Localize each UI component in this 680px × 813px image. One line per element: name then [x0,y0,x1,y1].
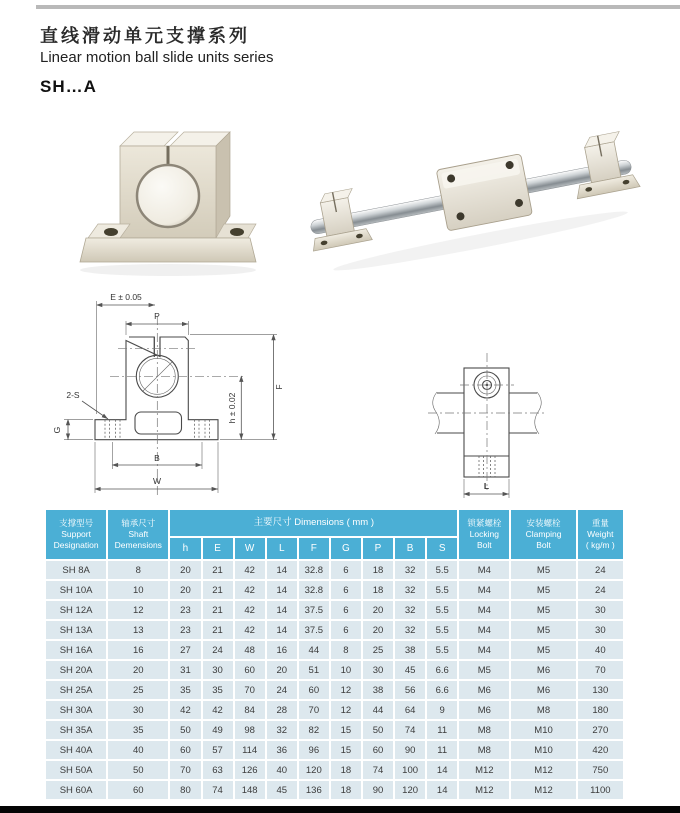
col-head-B: B [395,538,425,559]
value-cell: 14 [267,601,297,619]
value-cell: 31 [170,661,200,679]
value-cell: 6 [331,561,361,579]
value-cell: 20 [170,561,200,579]
value-cell: M4 [459,601,509,619]
shaft-en1: Shaft [128,528,149,539]
value-cell: 28 [267,701,297,719]
col-head-L: L [267,538,297,559]
value-cell: 12 [331,701,361,719]
value-cell: 44 [299,641,329,659]
rail-assembly-illustration [302,130,646,280]
value-cell: 20 [108,661,168,679]
value-cell: M5 [511,601,575,619]
value-cell: 14 [427,761,457,779]
value-cell: 50 [363,721,393,739]
col-head-S: S [427,538,457,559]
col-head-weight [578,510,623,559]
support-en2: Designation [53,540,99,551]
drawing-side-view [420,328,605,513]
value-cell: 74 [363,761,393,779]
value-cell: 10 [331,661,361,679]
col-head-h: h [170,538,200,559]
value-cell: 37.5 [299,621,329,639]
value-cell: 14 [267,561,297,579]
value-cell: 148 [235,781,265,799]
support-en1: Support [61,528,91,539]
table-row [46,721,623,739]
value-cell: 21 [203,561,233,579]
value-cell: M5 [511,621,575,639]
value-cell: 5.5 [427,561,457,579]
value-cell: 136 [299,781,329,799]
spec-table-body [46,561,623,799]
value-cell: 60 [108,781,168,799]
model-cell: SH 10A [46,581,106,599]
value-cell: 36 [267,741,297,759]
side-view-geometry [428,353,546,490]
model-cell: SH 30A [46,701,106,719]
table-row [46,581,623,599]
value-cell: 130 [578,681,623,699]
value-cell: 45 [267,781,297,799]
value-cell: 11 [427,741,457,759]
value-cell: 5.5 [427,621,457,639]
value-cell: 30 [578,621,623,639]
drawing-front-view [38,288,308,503]
value-cell: 9 [427,701,457,719]
value-cell: 32 [395,621,425,639]
value-cell: 11 [427,721,457,739]
value-cell: 100 [395,761,425,779]
value-cell: M6 [459,681,509,699]
value-cell: 98 [235,721,265,739]
value-cell: 70 [235,681,265,699]
model-cell: SH 8A [46,561,106,579]
value-cell: 60 [235,661,265,679]
value-cell: 82 [299,721,329,739]
dim-label-p: P [154,311,160,321]
value-cell: 74 [203,781,233,799]
weight-cn: 重量 [591,517,609,528]
value-cell: M5 [511,641,575,659]
value-cell: 64 [395,701,425,719]
shaft-cn: 轴承尺寸 [121,517,156,528]
value-cell: 32.8 [299,561,329,579]
value-cell: 56 [395,681,425,699]
value-cell: 21 [203,621,233,639]
value-cell: 12 [108,601,168,619]
value-cell: 23 [170,601,200,619]
value-cell: 96 [299,741,329,759]
clamping-en2: Bolt [536,540,551,551]
value-cell: M6 [511,681,575,699]
value-cell: 5.5 [427,581,457,599]
value-cell: M10 [511,741,575,759]
dim-label-f: F [274,384,284,390]
value-cell: 8 [108,561,168,579]
value-cell: 70 [170,761,200,779]
value-cell: 120 [395,781,425,799]
value-cell: M8 [459,741,509,759]
value-cell: 18 [363,561,393,579]
value-cell: M12 [459,761,509,779]
table-row [46,681,623,699]
value-cell: M5 [459,661,509,679]
value-cell: 30 [363,661,393,679]
value-cell: 18 [331,761,361,779]
value-cell: 126 [235,761,265,779]
shaft-en2: Demensions [114,540,162,551]
value-cell: 74 [395,721,425,739]
value-cell: M8 [511,701,575,719]
value-cell: 35 [108,721,168,739]
clamping-cn: 安装螺栓 [526,517,561,528]
col-head-support [46,510,106,559]
value-cell: 24 [203,641,233,659]
value-cell: 30 [578,601,623,619]
dim-label-w: W [152,476,162,486]
table-row [46,661,623,679]
weight-en1: Weight [587,528,614,539]
value-cell: 23 [170,621,200,639]
support-block-illustration [80,132,256,276]
value-cell: 6 [331,621,361,639]
value-cell: M8 [459,721,509,739]
col-head-shaft [108,510,168,559]
value-cell: 12 [331,681,361,699]
value-cell: 38 [395,641,425,659]
value-cell: M6 [459,701,509,719]
weight-en2: ( kg/m ) [585,540,615,551]
support-cn: 支撑型号 [59,517,94,528]
value-cell: M4 [459,561,509,579]
value-cell: 25 [363,641,393,659]
value-cell: 14 [427,781,457,799]
value-cell: 32 [395,601,425,619]
model-cell: SH 12A [46,601,106,619]
dim-label-2s: 2-S [66,390,80,400]
value-cell: M4 [459,581,509,599]
value-cell: 60 [299,681,329,699]
value-cell: 40 [267,761,297,779]
locking-cn: 锁紧螺栓 [467,517,502,528]
value-cell: 38 [363,681,393,699]
value-cell: 5.5 [427,641,457,659]
photo-rail-assembly [292,102,650,292]
table-row [46,741,623,759]
slide-unit [436,154,532,231]
value-cell: 20 [267,661,297,679]
dim-label-b: B [154,453,160,463]
value-cell: 50 [170,721,200,739]
value-cell: 60 [363,741,393,759]
value-cell: 57 [203,741,233,759]
model-cell: SH 40A [46,741,106,759]
value-cell: 70 [299,701,329,719]
col-head-F: F [299,538,329,559]
dim-label-l: L [483,481,490,491]
table-row [46,761,623,779]
value-cell: 270 [578,721,623,739]
value-cell: 42 [235,581,265,599]
value-cell: 180 [578,701,623,719]
value-cell: 6.6 [427,661,457,679]
value-cell: 24 [578,581,623,599]
front-view-geometry [95,316,246,496]
value-cell: 750 [578,761,623,779]
value-cell: 40 [578,641,623,659]
value-cell: 70 [578,661,623,679]
value-cell: 30 [108,701,168,719]
page-top-rule [36,5,680,9]
locking-en2: Bolt [477,540,492,551]
value-cell: 24 [267,681,297,699]
value-cell: 42 [235,561,265,579]
table-row [46,621,623,639]
value-cell: M5 [511,561,575,579]
front-view-dimensions [52,292,284,493]
model-cell: SH 35A [46,721,106,739]
value-cell: M4 [459,641,509,659]
value-cell: 50 [108,761,168,779]
value-cell: 35 [170,681,200,699]
value-cell: 32 [395,581,425,599]
model-cell: SH 16A [46,641,106,659]
value-cell: 37.5 [299,601,329,619]
dim-label-h: h ± 0.02 [227,392,237,424]
value-cell: 16 [108,641,168,659]
value-cell: M5 [511,581,575,599]
value-cell: 10 [108,581,168,599]
dim-label-g: G [52,426,62,434]
value-cell: 32 [395,561,425,579]
value-cell: M6 [511,661,575,679]
title-block [40,22,273,97]
value-cell: M12 [511,761,575,779]
value-cell: 63 [203,761,233,779]
value-cell: 21 [203,581,233,599]
value-cell: 45 [395,661,425,679]
value-cell: 6.6 [427,681,457,699]
value-cell: 51 [299,661,329,679]
page-bottom-bar [0,806,680,813]
model-cell: SH 50A [46,761,106,779]
model-cell: SH 60A [46,781,106,799]
side-view-dimensions [464,479,509,498]
value-cell: 20 [363,621,393,639]
value-cell: 15 [331,741,361,759]
value-cell: 90 [395,741,425,759]
locking-en1: Locking [469,528,499,539]
value-cell: 14 [267,621,297,639]
value-cell: 44 [363,701,393,719]
table-row [46,701,623,719]
value-cell: 42 [203,701,233,719]
value-cell: 24 [578,561,623,579]
page-title-english: Linear motion ball slide units series [40,49,274,66]
table-row [46,561,623,579]
value-cell: 42 [235,621,265,639]
value-cell: 6 [331,581,361,599]
col-head-G: G [331,538,361,559]
dim-label-e: E ± 0.05 [110,292,142,302]
value-cell: 35 [203,681,233,699]
photo-support-block [58,116,276,284]
page-title-chinese: 直线滑动单元支撑系列 [40,26,250,46]
value-cell: 5.5 [427,601,457,619]
value-cell: 20 [170,581,200,599]
value-cell: 16 [267,641,297,659]
value-cell: 18 [363,581,393,599]
value-cell: M12 [459,781,509,799]
value-cell: 20 [363,601,393,619]
value-cell: 25 [108,681,168,699]
value-cell: M4 [459,621,509,639]
value-cell: 42 [235,601,265,619]
value-cell: 114 [235,741,265,759]
value-cell: 60 [170,741,200,759]
value-cell: 420 [578,741,623,759]
value-cell: M10 [511,721,575,739]
col-head-dimensions-group: 主要尺寸 Dimensions ( mm ) [170,510,457,536]
value-cell: 14 [267,581,297,599]
model-code: SH…A [40,77,97,96]
value-cell: 90 [363,781,393,799]
value-cell: 6 [331,601,361,619]
value-cell: 32 [267,721,297,739]
col-head-E: E [203,538,233,559]
col-head-W: W [235,538,265,559]
value-cell: 27 [170,641,200,659]
value-cell: 32.8 [299,581,329,599]
value-cell: 120 [299,761,329,779]
value-cell: 80 [170,781,200,799]
value-cell: 42 [170,701,200,719]
col-head-clamping [511,510,575,559]
value-cell: 30 [203,661,233,679]
value-cell: 8 [331,641,361,659]
value-cell: 21 [203,601,233,619]
table-row [46,641,623,659]
value-cell: 13 [108,621,168,639]
clamping-en1: Clamping [525,528,562,539]
model-cell: SH 13A [46,621,106,639]
value-cell: 48 [235,641,265,659]
value-cell: 49 [203,721,233,739]
table-row [46,601,623,619]
value-cell: 15 [331,721,361,739]
value-cell: 18 [331,781,361,799]
value-cell: 84 [235,701,265,719]
model-cell: SH 20A [46,661,106,679]
value-cell: 1100 [578,781,623,799]
table-row [46,781,623,799]
col-head-locking [459,510,509,559]
value-cell: M12 [511,781,575,799]
col-head-P: P [363,538,393,559]
value-cell: 40 [108,741,168,759]
spec-table [44,508,625,801]
model-cell: SH 25A [46,681,106,699]
